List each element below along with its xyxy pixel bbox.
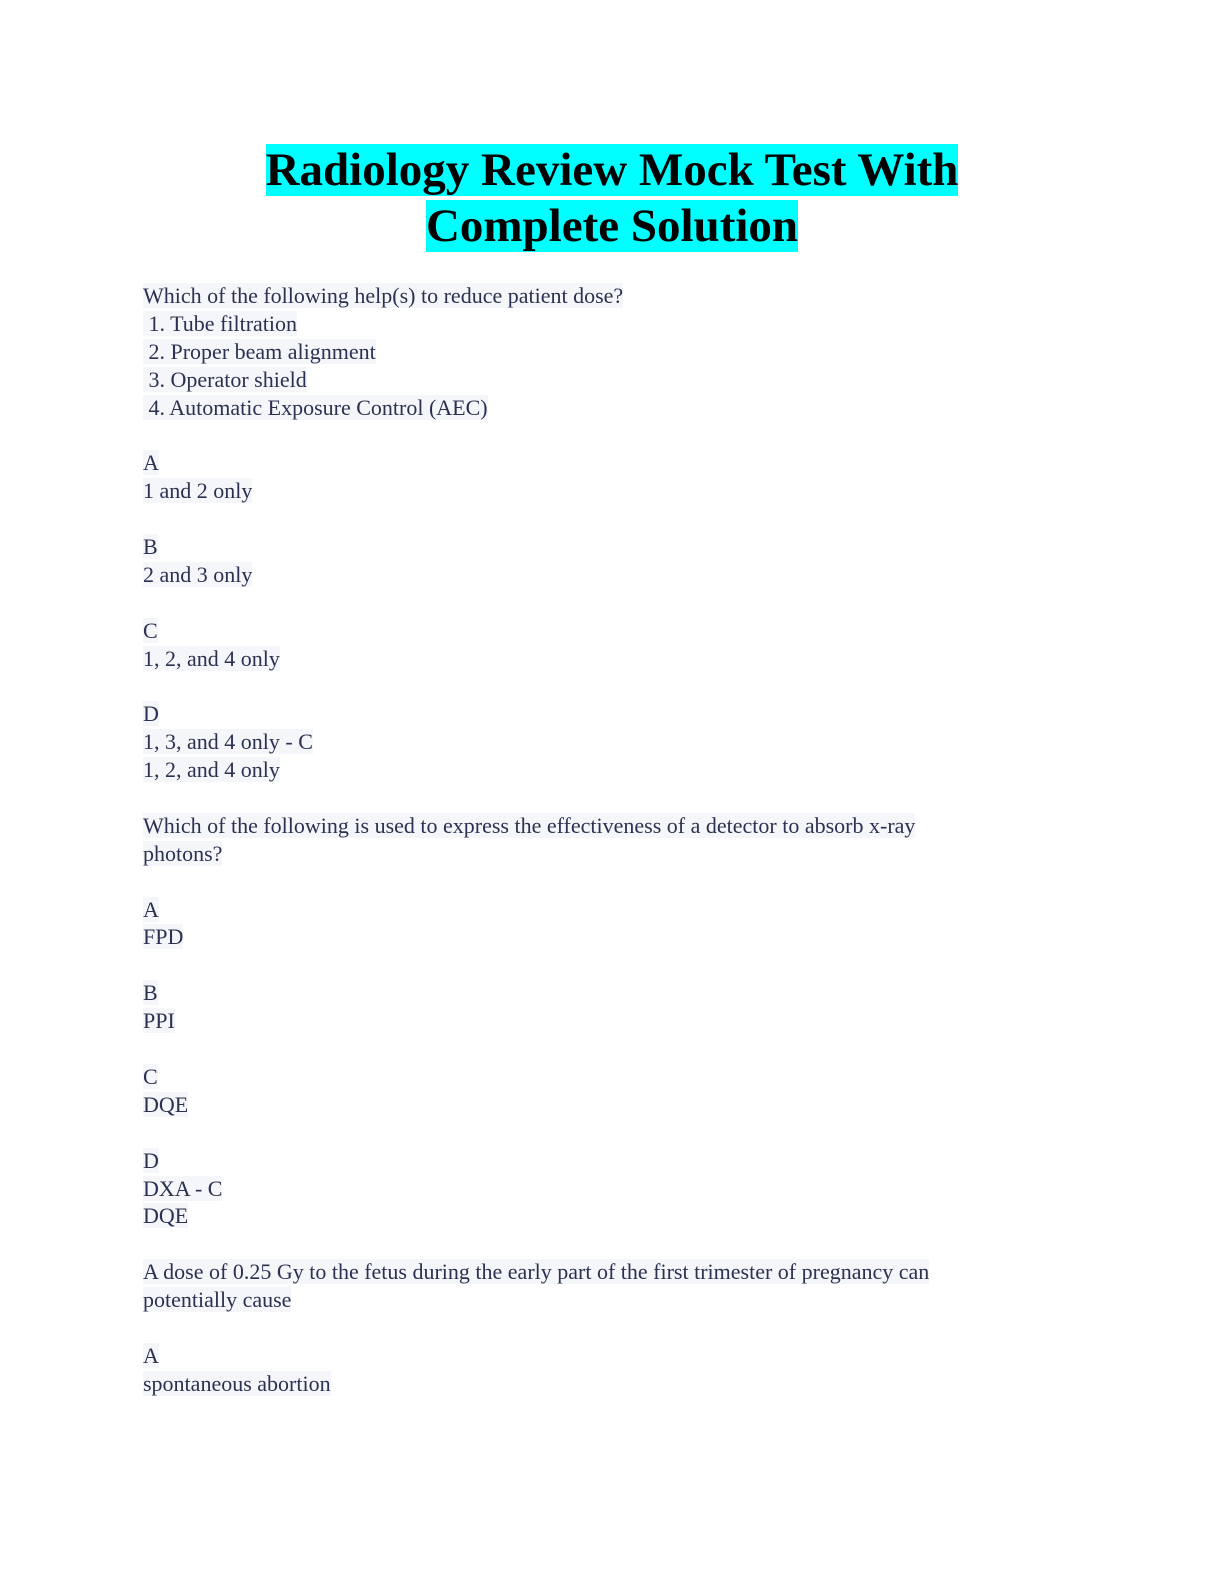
line-text: photons? bbox=[143, 840, 223, 866]
line-text: 1. Tube filtration bbox=[143, 310, 298, 336]
line-text: B bbox=[143, 980, 158, 1006]
document-body bbox=[143, 282, 1103, 1398]
text-line bbox=[143, 533, 1103, 561]
text-line bbox=[143, 394, 1103, 422]
line-text: 2 and 3 only bbox=[143, 561, 253, 587]
text-line bbox=[143, 700, 1103, 728]
text-line bbox=[143, 756, 1103, 784]
line-text: A bbox=[143, 450, 159, 476]
text-line bbox=[143, 1091, 1103, 1119]
text-line bbox=[143, 1286, 1103, 1314]
text-line bbox=[143, 1063, 1103, 1091]
document-title bbox=[0, 142, 1224, 254]
text-line bbox=[143, 338, 1103, 366]
line-text: A bbox=[143, 896, 159, 922]
line-text: DXA - C bbox=[143, 1175, 223, 1201]
title-line-1: Radiology Review Mock Test With bbox=[265, 144, 959, 196]
text-line bbox=[143, 896, 1103, 924]
text-line bbox=[143, 282, 1103, 310]
text-line bbox=[143, 812, 1103, 840]
line-text: DQE bbox=[143, 1091, 189, 1117]
line-text: 1, 2, and 4 only bbox=[143, 757, 280, 783]
text-line bbox=[143, 561, 1103, 589]
blank-line bbox=[143, 951, 1103, 979]
line-text: B bbox=[143, 534, 158, 560]
text-line bbox=[143, 477, 1103, 505]
line-text: FPD bbox=[143, 924, 184, 950]
line-text: 3. Operator shield bbox=[143, 366, 307, 392]
blank-line bbox=[143, 868, 1103, 896]
blank-line bbox=[143, 1035, 1103, 1063]
blank-line bbox=[143, 1314, 1103, 1342]
text-line bbox=[143, 310, 1103, 338]
text-line bbox=[143, 366, 1103, 394]
text-line bbox=[143, 979, 1103, 1007]
text-line bbox=[143, 1370, 1103, 1398]
line-text: potentially cause bbox=[143, 1287, 292, 1313]
blank-line bbox=[143, 505, 1103, 533]
blank-line bbox=[143, 672, 1103, 700]
text-line bbox=[143, 449, 1103, 477]
text-line bbox=[143, 1202, 1103, 1230]
text-line bbox=[143, 1007, 1103, 1035]
line-text: D bbox=[143, 701, 159, 727]
title-line-2: Complete Solution bbox=[425, 200, 799, 252]
line-text: spontaneous abortion bbox=[143, 1370, 331, 1396]
line-text: 1, 3, and 4 only - C bbox=[143, 729, 313, 755]
text-line bbox=[143, 840, 1103, 868]
line-text: 2. Proper beam alignment bbox=[143, 338, 376, 364]
blank-line bbox=[143, 1230, 1103, 1258]
blank-line bbox=[143, 589, 1103, 617]
text-line bbox=[143, 728, 1103, 756]
blank-line bbox=[143, 784, 1103, 812]
text-line bbox=[143, 1258, 1103, 1286]
text-line bbox=[143, 1175, 1103, 1203]
line-text: Which of the following is used to express the effectiveness of a detector to absorb x-ray bbox=[143, 812, 916, 838]
line-text: 1, 2, and 4 only bbox=[143, 645, 280, 671]
line-text: 4. Automatic Exposure Control (AEC) bbox=[143, 394, 488, 420]
line-text: A dose of 0.25 Gy to the fetus during the early part of the first trimester of pregnancy can bbox=[143, 1259, 930, 1285]
blank-line bbox=[143, 421, 1103, 449]
line-text: C bbox=[143, 1063, 158, 1089]
text-line bbox=[143, 617, 1103, 645]
line-text: 1 and 2 only bbox=[143, 478, 253, 504]
text-line bbox=[143, 1342, 1103, 1370]
text-line bbox=[143, 923, 1103, 951]
line-text: D bbox=[143, 1147, 159, 1173]
line-text: Which of the following help(s) to reduce patient dose? bbox=[143, 283, 624, 308]
line-text: A bbox=[143, 1342, 159, 1368]
blank-line bbox=[143, 1119, 1103, 1147]
text-line bbox=[143, 1147, 1103, 1175]
line-text: PPI bbox=[143, 1008, 175, 1034]
line-text: C bbox=[143, 617, 158, 643]
text-line bbox=[143, 645, 1103, 673]
line-text: DQE bbox=[143, 1203, 189, 1229]
